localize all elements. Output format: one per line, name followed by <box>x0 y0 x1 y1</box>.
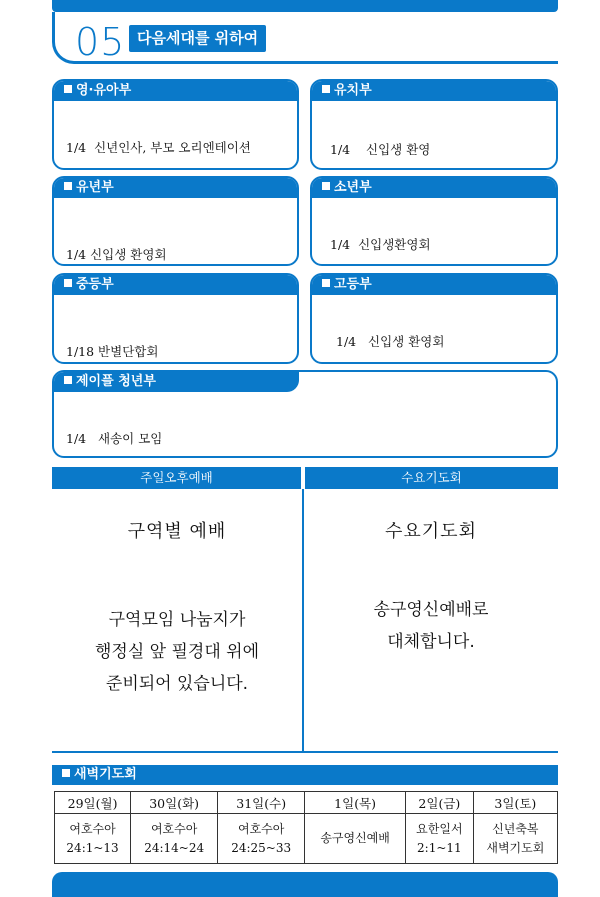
verse-cell: 요한일서 2:1~11 <box>406 814 474 864</box>
dept-name: 고등부 <box>334 277 372 292</box>
wednesday-prayer-header: 수요기도회 <box>305 467 558 489</box>
square-icon <box>322 279 330 287</box>
dept-name: 제이플 청년부 <box>76 374 156 389</box>
body-line: 구역모임 나눔지가 <box>108 610 246 630</box>
dept-name: 중등부 <box>76 277 114 292</box>
dept-schedule <box>54 198 297 266</box>
section-number: 05 <box>75 20 126 64</box>
day-cell: 1일(목) <box>305 792 406 814</box>
schedule-line: 1/18 반별단합회 <box>66 344 159 359</box>
day-cell: 31일(수) <box>218 792 305 814</box>
section-bottom-rule <box>52 751 558 753</box>
square-icon <box>64 182 72 190</box>
verse-cell: 여호수아 24:14~24 <box>131 814 218 864</box>
schedule-line: 1/4 신입생 환영회 <box>336 334 445 349</box>
schedule-line: 1/4 신입생 환영회 <box>66 247 167 262</box>
wednesday-prayer-title: 수요기도회 <box>385 521 477 542</box>
dept-card-kindergarten <box>310 79 558 170</box>
dept-name: 유년부 <box>76 180 114 195</box>
day-cell: 2일(금) <box>406 792 474 814</box>
dawn-prayer-title: 새벽기도회 <box>74 767 137 782</box>
body-line: 행정실 앞 필경대 위에 <box>94 642 259 662</box>
top-band <box>52 0 558 12</box>
sunday-worship-title: 구역별 예배 <box>127 521 227 542</box>
wednesday-prayer-body <box>304 594 558 658</box>
dept-card-elementary <box>52 176 299 266</box>
dept-schedule <box>312 101 556 170</box>
square-icon <box>64 279 72 287</box>
square-icon <box>322 182 330 190</box>
dept-schedule <box>312 295 556 364</box>
dept-schedule <box>54 101 297 170</box>
sunday-worship-body <box>52 604 302 700</box>
body-line: 대체합니다. <box>387 632 475 652</box>
dept-schedule <box>54 392 556 458</box>
header-frame <box>52 12 558 64</box>
verse-cell: 송구영신예배 <box>305 814 406 864</box>
dept-name: 소년부 <box>334 180 372 195</box>
dept-name: 영·유아부 <box>76 83 132 98</box>
dawn-prayer-section <box>52 765 558 866</box>
dept-card-young-adult <box>52 370 558 458</box>
square-icon <box>64 85 72 93</box>
verse-cell: 여호수아 24:25~33 <box>218 814 305 864</box>
dept-card-high-school <box>310 273 558 364</box>
day-cell: 3일(토) <box>473 792 557 814</box>
worship-section <box>52 467 558 753</box>
schedule-line: 1/4 새송이 모임 <box>66 431 163 446</box>
day-cell: 29일(월) <box>55 792 131 814</box>
section-title: 다음세대를 위하여 <box>129 25 266 52</box>
dept-schedule <box>54 295 297 364</box>
dept-card-junior <box>310 176 558 266</box>
bottom-band <box>52 872 558 897</box>
table-row <box>55 792 558 814</box>
schedule-line: 1/4 신입생환영회 <box>330 237 431 252</box>
dept-card-infant <box>52 79 299 170</box>
dept-name: 유치부 <box>334 83 372 98</box>
square-icon <box>322 85 330 93</box>
verse-cell: 여호수아 24:1~13 <box>55 814 131 864</box>
day-cell: 30일(화) <box>131 792 218 814</box>
body-line: 준비되어 있습니다. <box>105 674 249 694</box>
schedule-line: 1/4 신년인사, 부모 오리엔테이션 <box>66 140 251 155</box>
body-line: 송구영신예배로 <box>373 600 489 620</box>
table-row <box>55 814 558 864</box>
dawn-prayer-table <box>54 791 558 864</box>
dept-card-middle-school <box>52 273 299 364</box>
dept-schedule <box>312 198 556 266</box>
square-icon <box>64 376 72 384</box>
verse-cell: 신년축복 새벽기도회 <box>473 814 557 864</box>
sunday-worship-header: 주일오후예배 <box>52 467 301 489</box>
schedule-line: 1/4 신입생 환영 <box>330 142 431 157</box>
square-icon <box>62 769 70 777</box>
